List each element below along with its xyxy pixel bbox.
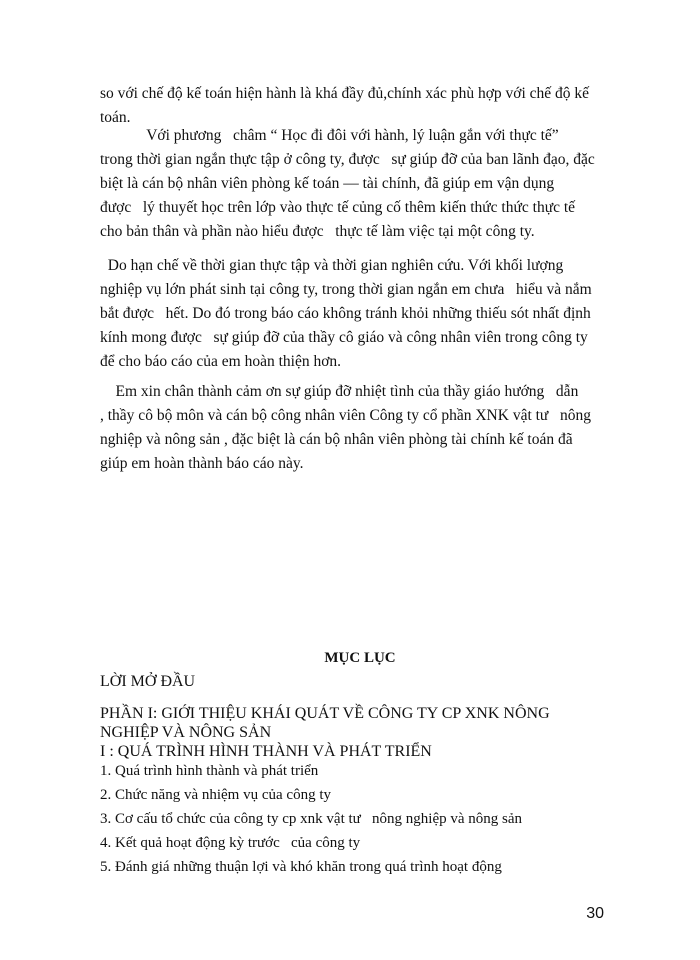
toc-part-title-continued: NGHIỆP VÀ NÔNG SẢN [100, 724, 272, 741]
paragraph-acknowledgement [100, 380, 620, 476]
paragraph-limitations [100, 254, 620, 374]
text-line: nghiệp vụ lớn phát sinh tại công ty, trong thời gian ngắn em chưa hiểu và nắm [100, 281, 592, 298]
text-line: cho bản thân và phần nào hiểu được thực tế làm việc tại một công ty. [100, 223, 535, 240]
text-line: kính mong được sự giúp đỡ của thầy cô giáo và công nhân viên trong công ty [100, 329, 588, 346]
text-line: , thầy cô bộ môn và cán bộ công nhân viên Công ty cổ phần XNK vật tư nông [100, 407, 591, 424]
toc-item: 4. Kết quả hoạt động kỳ trước của công ty [100, 835, 361, 851]
paragraph-conclusion-1 [100, 82, 620, 130]
text-line: Với phương châm “ Học đi đôi với hành, lý luận gắn với thực tế” [100, 127, 559, 144]
text-line: Em xin chân thành cảm ơn sự giúp đỡ nhiệt tình của thầy giáo hướng dẫn [100, 383, 579, 400]
toc-section-title: I : QUÁ TRÌNH HÌNH THÀNH VÀ PHÁT TRIỂN [100, 743, 432, 760]
toc-spacer [100, 692, 620, 704]
toc-item: 2. Chức năng và nhiệm vụ của công ty [100, 787, 331, 803]
text-line: toán. [100, 109, 131, 126]
text-line: biệt là cán bộ nhân viên phòng kế toán — tài chính, đã giúp em vận dụng [100, 175, 555, 192]
text-line: được lý thuyết học trên lớp vào thực tế củng cố thêm kiến thức thức thực tế [100, 199, 576, 216]
toc-item: 5. Đánh giá những thuận lợi và khó khăn trong quá trình hoạt động [100, 859, 502, 875]
toc-item: 3. Cơ cấu tổ chức của công ty cp xnk vật tư nông nghiệp và nông sản [100, 811, 523, 827]
table-of-contents [100, 648, 620, 878]
text-line: nghiệp và nông sản , đặc biệt là cán bộ nhân viên phòng tài chính kế toán đã [100, 431, 573, 448]
paragraph-conclusion-2 [100, 124, 620, 244]
toc-part-title: PHẦN I: GIỚI THIỆU KHÁI QUÁT VỀ CÔNG TY CP XNK NÔNG [100, 705, 550, 722]
text-line: trong thời gian ngắn thực tập ở công ty, được sự giúp đỡ của ban lãnh đạo, đặc [100, 151, 595, 168]
text-line: để cho báo cáo của em hoàn thiện hơn. [100, 353, 342, 370]
text-line: Do hạn chế về thời gian thực tập và thời gian nghiên cứu. Với khối lượng [100, 257, 564, 274]
text-line: so với chế độ kế toán hiện hành là khá đầy đủ,chính xác phù hợp với chế độ kế [100, 85, 590, 102]
text-line: bắt được hết. Do đó trong báo cáo không tránh khỏi những thiếu sót nhất định [100, 305, 591, 322]
text-line: giúp em hoàn thành báo cáo này. [100, 455, 304, 472]
toc-intro: LỜI MỞ ĐẦU [100, 673, 196, 690]
toc-item: 1. Quá trình hình thành và phát triển [100, 763, 319, 779]
toc-heading: MỤC LỤC [324, 650, 396, 666]
page-number: 30 [586, 905, 604, 922]
